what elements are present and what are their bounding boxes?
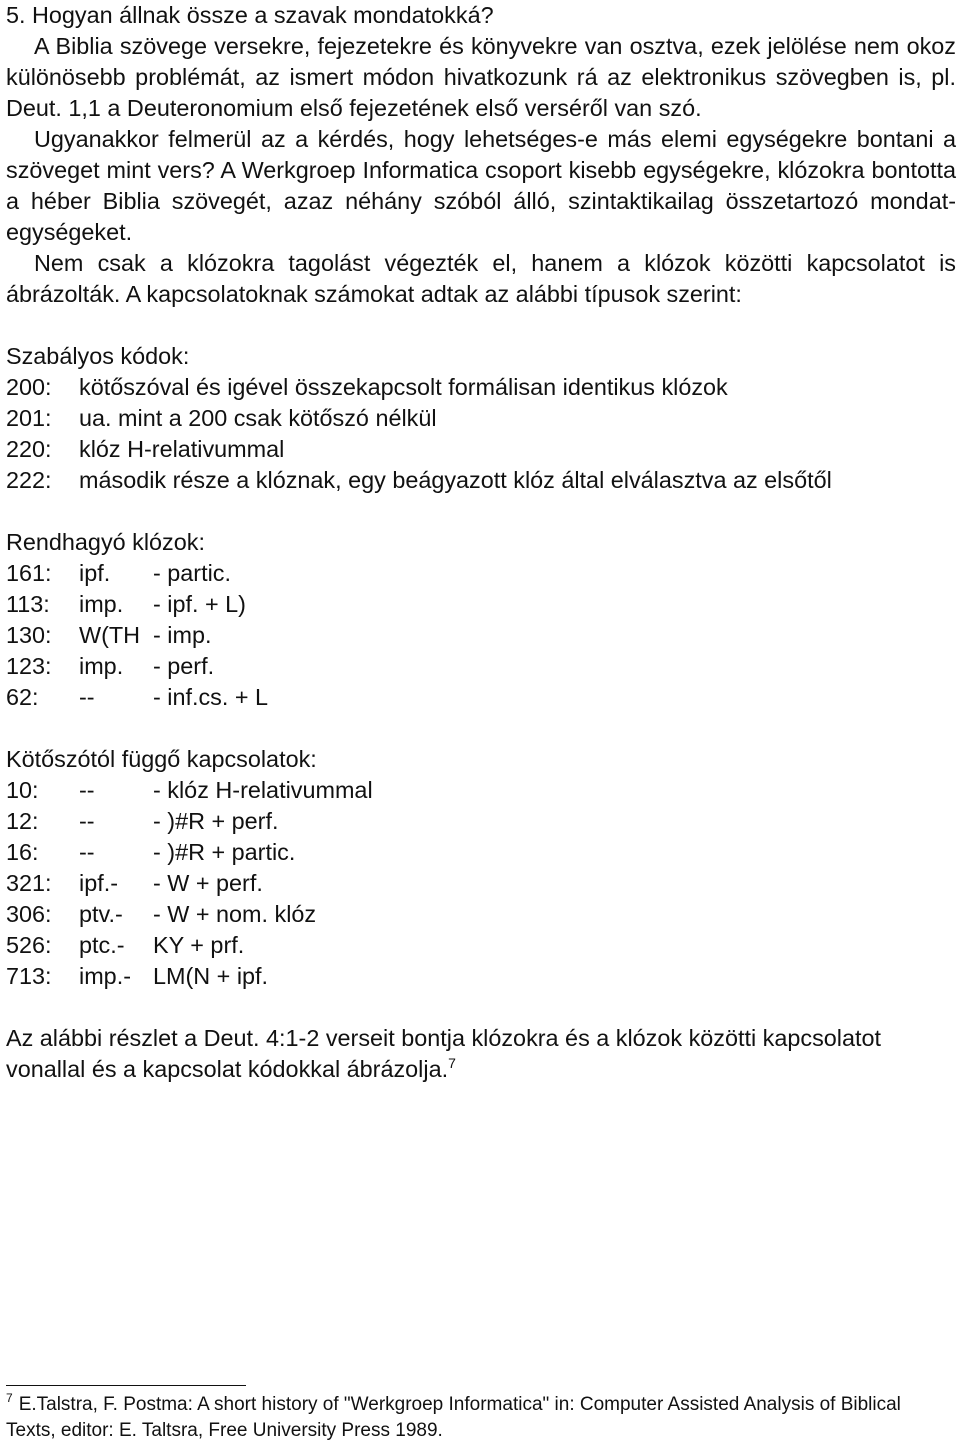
code-first-part: -- — [79, 684, 95, 710]
code-second-part: - )#R + partic. — [153, 839, 296, 865]
code-number: 201: — [6, 405, 52, 431]
code-row — [6, 403, 956, 434]
code-row — [6, 806, 956, 837]
code-number: 161: — [6, 560, 52, 586]
code-row — [6, 372, 956, 403]
irregular-clauses-title: Rendhagyó klózok: — [6, 529, 205, 555]
footnote — [6, 1392, 946, 1444]
spacer — [6, 310, 956, 341]
code-row — [6, 651, 956, 682]
regular-codes-title: Szabályos kódok: — [6, 343, 190, 369]
code-first-part: ipf.- — [79, 870, 118, 896]
intro-paragraph-1: A Biblia szövege versekre, fejezetekre és könyvekre van osztva, ezek jelölése nem okoz különösebb problémát, az ismert módon hivatkozunk rá az elektronikus szövegben is, pl. Deut. 1,1 a Deuteronomium első fejezetének első verséről van szó. — [6, 33, 956, 121]
code-second-part: KY + prf. — [153, 932, 245, 958]
code-row — [6, 434, 956, 465]
code-row — [6, 837, 956, 868]
code-second-part: LM(N + ipf. — [153, 963, 269, 989]
closing-paragraph — [6, 1023, 956, 1085]
code-number: 526: — [6, 932, 52, 958]
code-description: kötőszóval és igével összekapcsolt formálisan identikus klózok — [79, 374, 728, 400]
code-second-part: - partic. — [153, 560, 231, 586]
code-number: 200: — [6, 374, 52, 400]
document-page — [6, 0, 956, 1085]
regular-codes-section — [6, 341, 956, 496]
intro-paragraph-2: Ugyanakkor felmerül az a kérdés, hogy lehetséges-e más elemi egységekre bontani a szöveget mint vers? A Werkgroep Informatica csoport kisebb egységekre, klózokra bontotta a héber Biblia szövegét, azaz néhány szóból álló, szintaktikailag összetartozó mondat-egységeket. — [6, 126, 956, 245]
code-number: 306: — [6, 901, 52, 927]
footnote-divider — [6, 1385, 246, 1386]
footnote-text: E.Talstra, F. Postma: A short history of "Werkgroep Informatica" in: Computer Assisted Analysis of Biblical Texts, editor: E. Taltsra, Free University Press 1989. — [6, 1394, 901, 1441]
code-first-part: ipf. — [79, 560, 111, 586]
closing-paragraph-text: Az alábbi részlet a Deut. 4:1-2 verseit bontja klózokra és a klózok közötti kapcsolatot vonallal és a kapcsolat kódokkal ábrázolja. — [6, 1025, 881, 1082]
code-number: 321: — [6, 870, 52, 896]
code-row — [6, 682, 956, 713]
code-number: 222: — [6, 467, 52, 493]
code-row — [6, 558, 956, 589]
code-row — [6, 589, 956, 620]
code-row — [6, 465, 956, 496]
code-number: 130: — [6, 622, 52, 648]
code-first-part: -- — [79, 808, 95, 834]
footnote-number: 7 — [6, 1391, 13, 1405]
code-first-part: imp. — [79, 653, 124, 679]
code-first-part: ptv.- — [79, 901, 123, 927]
code-first-part: imp. — [79, 591, 124, 617]
code-row — [6, 775, 956, 806]
code-number: 713: — [6, 963, 52, 989]
code-second-part: - inf.cs. + L — [153, 684, 269, 710]
code-first-part: -- — [79, 839, 95, 865]
code-row — [6, 868, 956, 899]
code-number: 16: — [6, 839, 39, 865]
code-second-part: - imp. — [153, 622, 212, 648]
footnote-reference[interactable]: 7 — [448, 1055, 456, 1071]
spacer — [6, 992, 956, 1023]
code-second-part: - )#R + perf. — [153, 808, 279, 834]
code-description: második része a klóznak, egy beágyazott klóz által elválasztva az elsőtől — [79, 467, 832, 493]
code-description: klóz H-relativummal — [79, 436, 285, 462]
code-first-part: W(TH — [79, 622, 141, 648]
irregular-clauses-section — [6, 527, 956, 713]
code-second-part: - ipf. + L) — [153, 591, 246, 617]
code-second-part: - perf. — [153, 653, 215, 679]
code-first-part: ptc.- — [79, 932, 125, 958]
code-row — [6, 930, 956, 961]
code-number: 113: — [6, 591, 50, 617]
code-number: 220: — [6, 436, 52, 462]
section-heading: 5. Hogyan állnak össze a szavak mondatokká? — [6, 2, 494, 28]
code-number: 12: — [6, 808, 39, 834]
conjunction-relations-title: Kötőszótól függő kapcsolatok: — [6, 746, 317, 772]
spacer — [6, 713, 956, 744]
code-number: 62: — [6, 684, 39, 710]
code-second-part: - klóz H-relativummal — [153, 777, 373, 803]
code-first-part: imp.- — [79, 963, 131, 989]
code-second-part: - W + perf. — [153, 870, 263, 896]
code-number: 10: — [6, 777, 39, 803]
code-description: ua. mint a 200 csak kötőszó nélkül — [79, 405, 437, 431]
code-first-part: -- — [79, 777, 95, 803]
conjunction-relations-section — [6, 744, 956, 992]
code-second-part: - W + nom. klóz — [153, 901, 317, 927]
code-row — [6, 899, 956, 930]
code-number: 123: — [6, 653, 52, 679]
intro-paragraph-3: Nem csak a klózokra tagolást végezték el, hanem a klózok közötti kapcsolatot is ábrázolták. A kapcsolatoknak számokat adtak az alábbi típusok szerint: — [6, 250, 956, 307]
spacer — [6, 496, 956, 527]
code-row — [6, 961, 956, 992]
code-row — [6, 620, 956, 651]
